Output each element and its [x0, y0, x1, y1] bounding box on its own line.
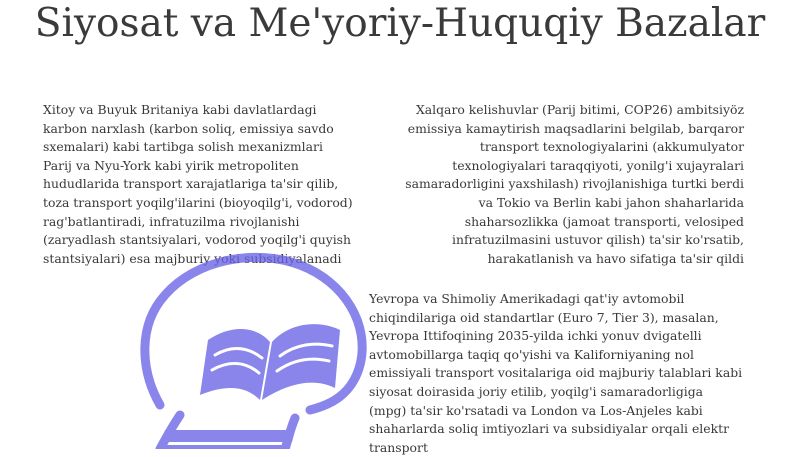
paragraph-carbon-pricing: Xitoy va Buyuk Britaniya kabi davlatlardagi karbon narxlash (karbon soliq, emissiya savdo sxemalari) kabi tartibga solish mexanizmlari Parij va Nyu-York kabi yirik metropoliten hududlarida transport xarajatlariga ta'sir qilib, toza transport yoqilg'ilarini (bioyoqilg'i, vodorod) rag'batlantiradi, infratuzilma rivojlanishi (zaryadlash stantsiyalari, vodorod yoqilg'i quyish stantsiyalari) esa majburiy yoki subsidiyalanadi: [43, 102, 353, 266]
paragraph-international-agreements: Xalqaro kelishuvlar (Parij bitimi, COP26) ambitsiyöz emissiya kamaytirish maqsadlarini belgilab, barqaror transport texnologiyalarini (akkumulyator texnologiyalari taraqqiyoti, yonilg'i xujayralari samaradorligini yaxshilash) rivojlanishiga turtki berdi va Tokio va Berlin kabi jahon shaharlarida shaharsozlikka (jamoat transporti, velosiped infratuzilmasini ustuvor qilish) ta'sir ko'rsatib, harakatlanish va havo sifatiga ta'sir qildi: [405, 102, 744, 266]
page-title: Siyosat va Me'yoriy-Huquqiy Bazalar: [34, 1, 766, 46]
paragraph-emission-standards: Yevropa va Shimoliy Amerikadagi qat'iy avtomobil chiqindilariga oid standartlar (Euro 7, Tier 3), masalan, Yevropa Ittifoqining 2035-yilda ichki yonuv dvigatelli avtomobillarga taqiq qo'yishi va Kaliforniyaning nol emissiyali transport vositalariga oid majburiy talablari kabi siyosat doirasida joriy etilib, yoqilg'i samaradorligiga (mpg) ta'sir ko'rsatadi va London va Los-Anjeles kabi shaharlarda soliq imtiyozlari va subsidiyalar orqali elektr transport: [369, 291, 743, 455]
